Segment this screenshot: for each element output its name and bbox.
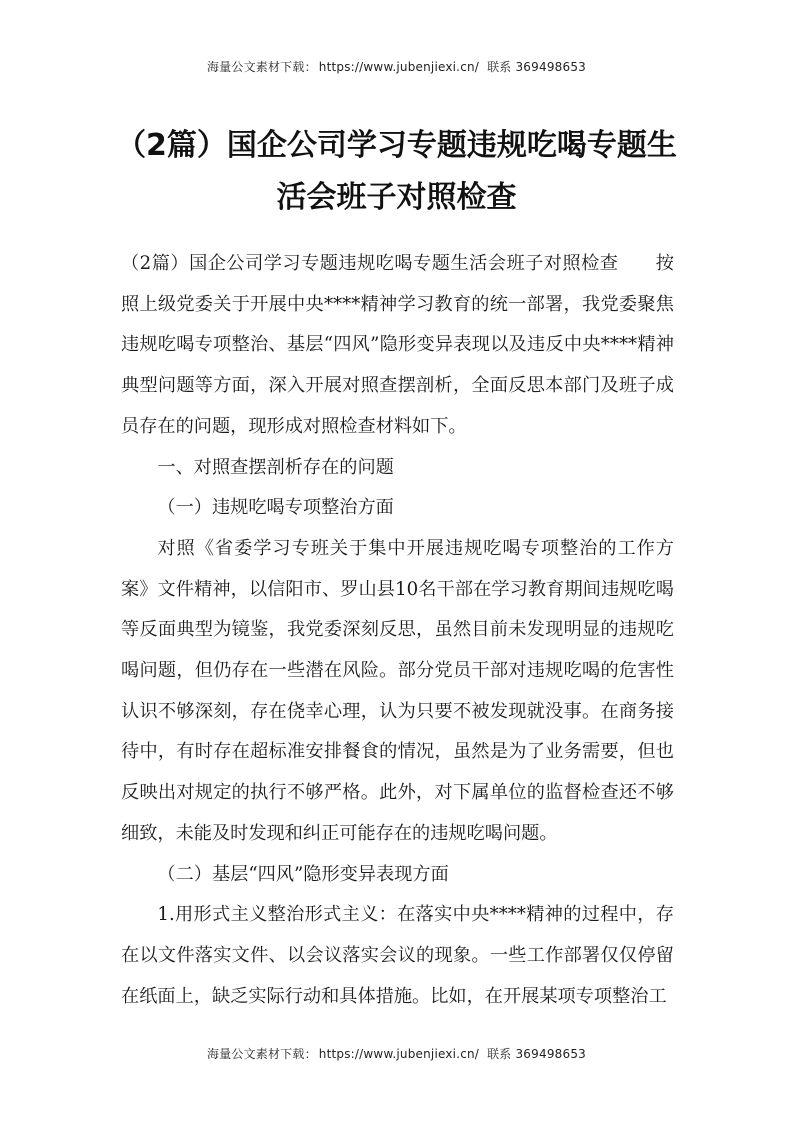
subsection-heading-1: （一）违规吃喝专项整治方面 [157,497,394,519]
page-header [0,58,793,75]
header-contact: 联系 369498653 [487,60,586,74]
paragraph-2: 1.用形式主义整治形式主义：在落实中央****精神的过程中，存在以文件落实文件、以会议落实会议的现象。一些工作部署仅仅停留在纸面上，缺乏实际行动和具体措施。比如，在开展某项专项整治工 [121,904,674,1007]
footer-contact: 联系 369498653 [487,1047,586,1061]
paragraph-1: 对照《省委学习专班关于集中开展违规吃喝专项整治的工作方案》文件精神，以信阳市、罗山县10名干部在学习教育期间违规吃喝等反面典型为镜鉴，我党委深刻反思，虽然目前未发现明显的违规吃喝问题，但仍存在一些潜在风险。部分党员干部对违规吃喝的危害性认识不够深刻，存在侥幸心理，认为只要不被发现就没事。在商务接待中，有时存在超标准安排餐食的情况，虽然是为了业务需要，但也反映出对规定的执行不够严格。此外，对下属单位的监督检查还不够细致，未能及时发现和纠正可能存在的违规吃喝问题。 [121,537,674,844]
header-label: 海量公文素材下载： [206,60,317,74]
footer-label: 海量公文素材下载： [206,1047,317,1061]
header-url-link[interactable]: https://www.jubenjiexi.cn/ [318,60,480,74]
page-footer [0,1045,793,1062]
paragraph-intro: （2篇）国企公司学习专题违规吃喝专题生活会班子对照检查 按照上级党委关于开展中央****精神学习教育的统一部署，我党委聚焦违规吃喝专项整治、基层“四风”隐形变异表现以及违反中央****精神典型问题等方面，深入开展对照查摆剖析，全面反思本部门及班子成员存在的问题，现形成对照检查材料如下。 [121,253,674,437]
document-title: （2篇）国企公司学习专题违规吃喝专题生活会班子对照检查 [116,128,677,215]
footer-url-link[interactable]: https://www.jubenjiexi.cn/ [318,1047,480,1061]
section-heading-1: 一、对照查摆剖析存在的问题 [157,456,394,478]
document-body [121,244,674,1017]
subsection-heading-2: （二）基层“四风”隐形变异表现方面 [157,863,449,885]
